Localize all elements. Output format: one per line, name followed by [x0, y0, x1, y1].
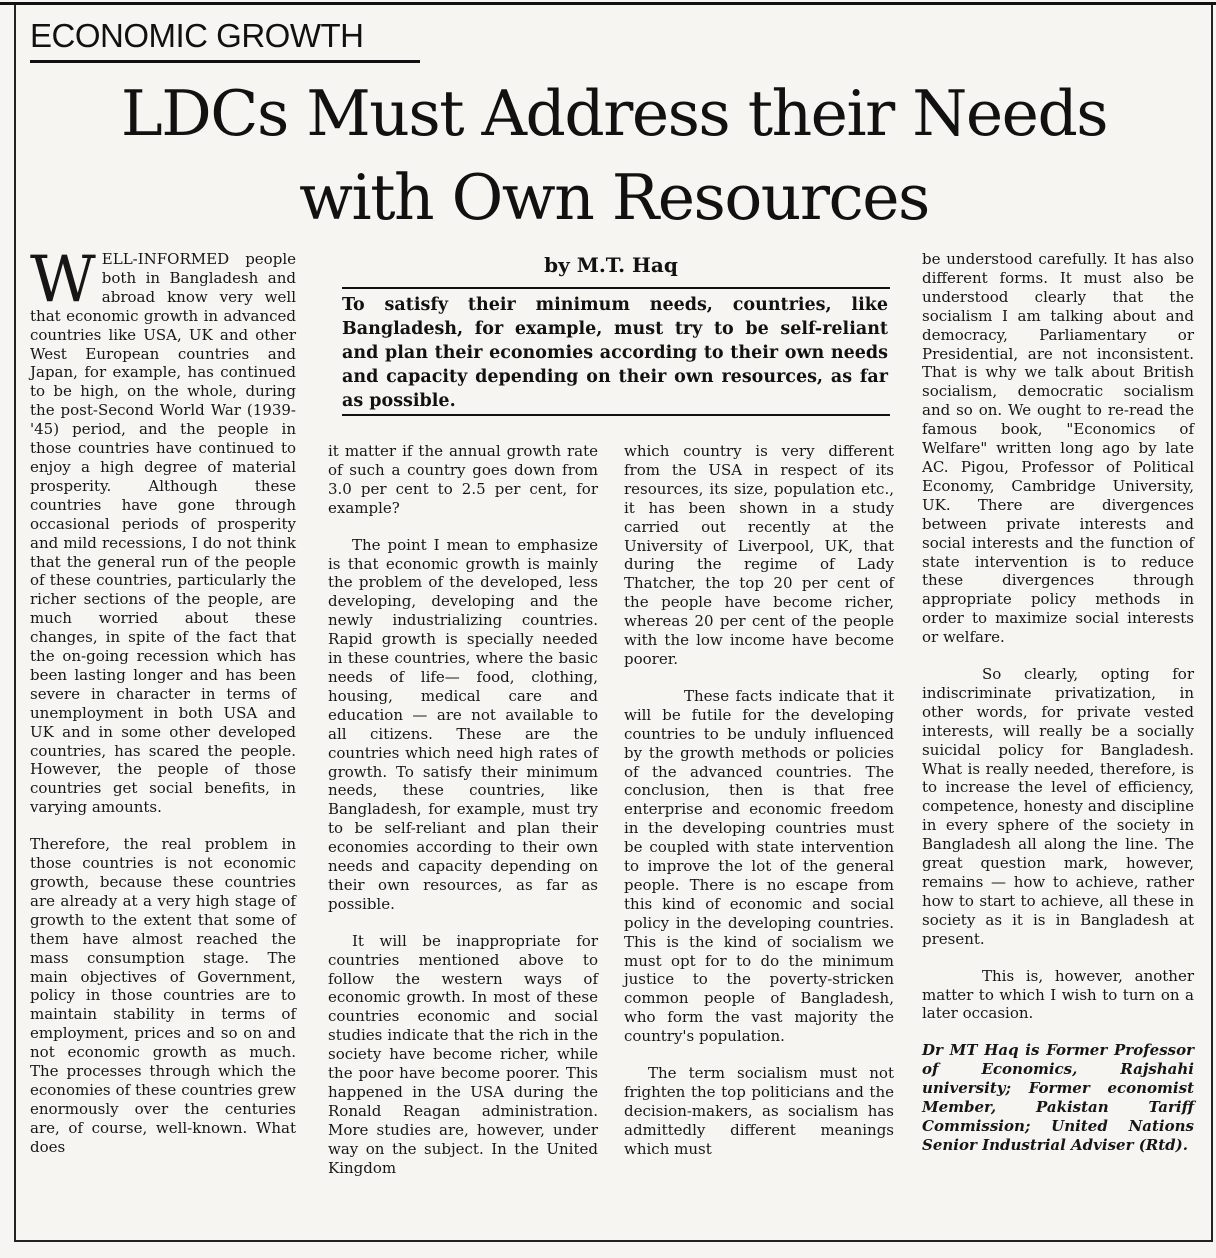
article-column-4 — [922, 250, 1194, 1155]
section-kicker: ECONOMIC GROWTH — [30, 17, 364, 54]
column-4-paragraph-3: This is, however, another matter to which I wish to turn on a later occasion. — [922, 966, 1194, 1023]
pull-quote-deck: To satisfy their minimum needs, countries, like Bangladesh, for example, must try to be self-reliant and plan their economies according to their own needs and capacity depending on their own resources, as far as possible. — [342, 295, 888, 411]
deck-rule-top — [342, 287, 890, 289]
byline: by M.T. Haq — [544, 253, 678, 277]
column-3-paragraph-1: which country is very different from the USA in respect of its resources, its size, population etc., it has been shown in a study carried out recently at the University of Liverpool, UK, that during the regime of Lady Thatcher, the top 20 per cent of the people have become richer, whereas 20 per cent of the people with the low income have become poorer. — [624, 442, 894, 668]
column-4-paragraph-2: So clearly, opting for indiscriminate privatization, in other words, for private vested interests, will really be a socially suicidal policy for Bangladesh. What is really needed, therefore, is to increase the level of efficiency, competence, honesty and discipline in every sphere of the society in Bangladesh all along the line. The great question mark, however, remains — how to achieve, rather how to start to achieve, all these in society as it is in Bangladesh at present. — [922, 665, 1194, 948]
column-2-paragraph-1: it matter if the annual growth rate of such a country goes down from 3.0 per cent to 2.5 per cent, for example? — [328, 442, 598, 517]
column-1-paragraph-1-text: ELL-INFORMED people both in Bangladesh and abroad know very well that economic growth in advanced countries like USA, UK and other West European countries and Japan, for example, has continued to be high, on the whole, during the post-Second World War (1939-'45) period, and the people in those countries have continued to enjoy a high degree of material prosperity. Although these countries have gone through occasional periods of prosperity and mild recessions, I do not think that the general run of the people of these countries, particularly the richer sections of the people, are much worried about these changes, in spite of the fact that the on-going recession which has been lasting longer and has been severe in character in terms of unemployment in both USA and UK and in some other developed countries, has scared the people. However, the people of those countries get social benefits, in varying amounts. — [30, 250, 296, 817]
headline-line-2: with Own Resources — [299, 161, 929, 234]
drop-cap: W — [30, 243, 96, 317]
headline — [16, 72, 1212, 240]
column-1-paragraph-2: Therefore, the real problem in those countries is not economic growth, because these countries are already at a very high stage of growth to the extent that some of them have almost reached the mass consumption stage. The main objectives of Government, policy in those countries are to maintain stability in terms of employment, prices and so on and not economic growth as much. The processes through which the economies of these countries grew enormously over the centuries are, of course, well-known. What does — [30, 835, 296, 1156]
column-3-paragraph-2: These facts indicate that it will be futile for the developing countries to be unduly influenced by the growth methods or policies of the advanced countries. The conclusion, then is that free enterprise and economic freedom in the developing countries must be coupled with state intervention to improve the lot of the general people. There is no escape from this kind of economic and social policy in the developing countries. This is the kind of socialism we must opt for to do the minimum justice to the poverty-stricken common people of Bangladesh, who form the vast majority the country's population. — [624, 686, 894, 1046]
headline-line-1: LDCs Must Address their Needs — [120, 77, 1108, 150]
column-3-paragraph-3: The term socialism must not frighten the top politicians and the decision-makers, as socialism has admittedly different meanings which must — [624, 1064, 894, 1158]
article-column-2 — [328, 442, 598, 1178]
column-1-paragraph-1 — [30, 243, 296, 817]
kicker-underline — [30, 60, 420, 63]
column-4-paragraph-1: be understood carefully. It has also different forms. It must also be understood clearly that the socialism I am talking about and democracy, Parliamentary or Presidential, are not inconsistent. That is why we talk about British socialism, democratic socialism and so on. We ought to re-read the famous book, "Economics of Welfare" written long ago by late AC. Pigou, Professor of Political Economy, Cambridge University, UK. There are divergences between private interests and social interests and the function of state intervention is to reduce these divergences through appropriate policy methods in order to maximize social interests or welfare. — [922, 250, 1194, 647]
article-column-3 — [624, 442, 894, 1159]
bottom-border-rule — [14, 1240, 1213, 1242]
deck-rule-bottom — [342, 414, 890, 416]
column-2-paragraph-2: The point I mean to emphasize is that economic growth is mainly the problem of the developed, less developing, developing and the newly industrializing countries. Rapid growth is specially needed in these countries, where the basic needs of life— food, clothing, housing, medical care and education — are not available to all citizens. These are the countries which need high rates of growth. To satisfy their minimum needs, these countries, like Bangladesh, for example, must try to be self-reliant and plan their economies according to their own needs and capacity depending on their own resources, as far as possible. — [328, 535, 598, 913]
top-border-rule — [0, 2, 1216, 5]
article-column-1 — [30, 243, 296, 1157]
column-2-paragraph-3: It will be inappropriate for countries mentioned above to follow the western ways of economic growth. In most of these countries economic and social studies indicate that the rich in the society have become richer, while the poor have become poorer. This happened in the USA during the Ronald Reagan administration. More studies are, however, under way on the subject. In the United Kingdom — [328, 931, 598, 1177]
author-bio: Dr MT Haq is Former Professor of Economics, Rajshahi university; Former economist Member, Pakistan Tariff Commission; United Nations Senior Industrial Adviser (Rtd). — [922, 1041, 1194, 1154]
